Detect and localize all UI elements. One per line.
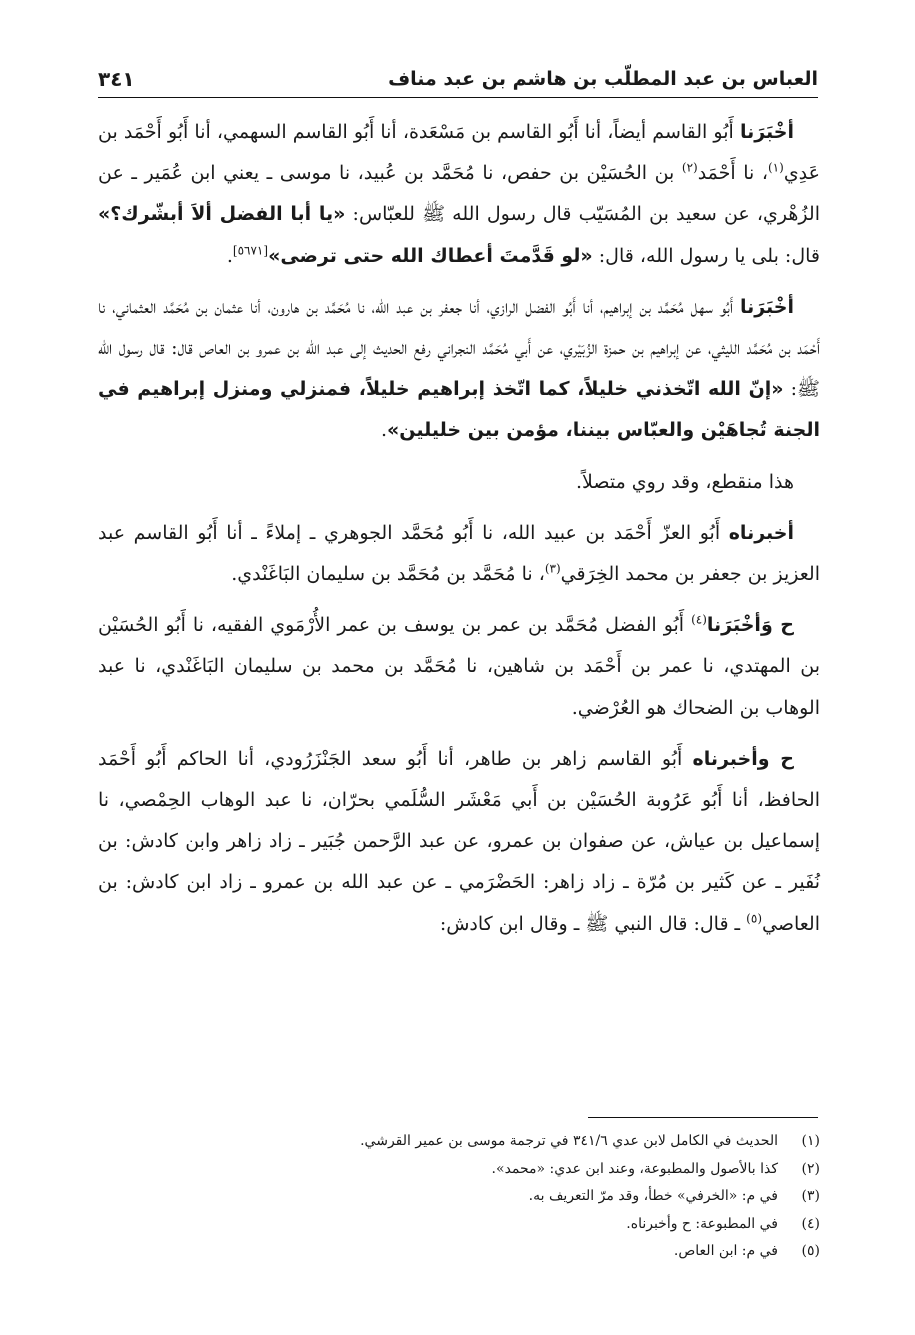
footnote-number: (٣)	[801, 1188, 820, 1204]
paragraph-1	[98, 112, 820, 277]
footnote-text: كذا بالأصول والمطبوعة، وعند ابن عدي: «محمد».	[491, 1160, 778, 1177]
paragraph-text: قال: بلى يا رسول الله، قال:	[592, 244, 820, 267]
footnote-text: الحديث في الكامل لابن عدي ٣٤١/٦ في ترجمة موسى بن عمير القرشي.	[360, 1133, 778, 1149]
paragraph-text: ـ قال: قال النبي ﷺ ـ وقال ابن كادش:	[439, 912, 747, 935]
footnote-item	[98, 1183, 820, 1211]
hadith-quote: «لو قَدَّمتَ أعطاك الله حتى ترضى»	[268, 244, 593, 267]
paragraph-text: أَبُو سهل مُحَمَّد بن إبراهيم، أنا أَبُو الفضل الرازي، أنا جعفر بن عبد الله، نا مُحَمَّد بن هارون، أنا عثمان بن مُحَمَّد العثماني، نا أَحْمَد بن مُحَمَّد الليثي، عن إبراهيم بن حمزة الزُبَيْري، عن أَبي مُحَمَّد النجراني رفع الحديث إلى عبد الله بن عمرو بن العاص قال: قال رسول الله ﷺ:	[98, 295, 820, 401]
footnote-item	[98, 1156, 820, 1184]
footnote-number: (٥)	[801, 1243, 820, 1259]
footnote-ref-1: (١)	[767, 160, 784, 175]
footnote-text: في المطبوعة: ح وأخبرناه.	[626, 1215, 778, 1232]
footnote-ref-2: (٢)	[681, 160, 698, 175]
paragraph-lead: ح وَأخْبَرَنا	[706, 614, 795, 637]
footnote-item	[98, 1211, 820, 1239]
footnotes	[98, 1128, 820, 1266]
footnote-number: (٤)	[801, 1215, 820, 1232]
hadith-quote: «إنّ الله اتّخذني خليلاً، كما اتّخذ إبراهيم خليلاً، فمنزلي ومنزل إبراهيم في الجنة تُجاهَيْن والعبّاس بيننا، مؤمن بين خليلين»	[98, 378, 820, 442]
hadith-number: [٥٦٧١]	[232, 243, 269, 258]
paragraph-lead: أخبرناه	[728, 521, 794, 544]
paragraph-text: .	[226, 244, 233, 267]
footnote-ref-5: (٥)	[746, 911, 762, 926]
header-rule	[98, 97, 818, 98]
paragraph-lead: أخْبَرَنا	[739, 121, 794, 143]
running-title: العباس بن عبد المطلّب بن هاشم بن عبد مناف	[388, 68, 818, 90]
paragraph-text: بن الحُسَيْن بن حفص، نا مُحَمَّد بن عُبيد، نا موسى ـ يعني ابن عُمَير ـ عن الزُهْري، عن سعيد بن المُسَيّب قال رسول الله ﷺ للعبّاس:	[98, 162, 820, 226]
paragraph-3	[98, 462, 820, 503]
hadith-quote: «يا أبا الفضل ألاَ أبشّرك؟»	[98, 203, 346, 226]
paragraph-lead: أخْبَرَنا	[739, 295, 794, 318]
paragraph-text: ، نا أَحْمَد	[697, 162, 768, 185]
footnote-number: (٢)	[801, 1160, 820, 1177]
paragraph-text: هذا منقطع، وقد روي متصلاً.	[576, 470, 794, 493]
paragraph-text: .	[380, 419, 388, 442]
paragraph-2	[98, 287, 820, 452]
footnote-item	[98, 1238, 820, 1266]
paragraph-6	[98, 739, 820, 945]
paragraph-text: أَبُو القاسم زاهر بن طاهر، أنا أَبُو سعد الجَنْزَرُودي، أنا الحاكم أَبُو أَحْمَد الحافظ، أنا أَبُو عَرُوبة الحُسَيْن بن أَبي مَعْشَر السُّلَمي بحرّان، نا عبد الوهاب الحِمْصي، نا إسماعيل بن عياش، عن صفوان بن عمرو، عن عبد الرَّحمن جُبَير ـ زاد زاهر وابن كادش: بن نُفَير ـ عن كَثير بن مُرّة ـ زاد زاهر: الحَضْرَمي ـ عن عبد الله بن عمرو ـ زاد ابن كادش: بن العاصي	[98, 747, 820, 935]
footnote-ref-4: (٤)	[691, 612, 707, 627]
footnote-number: (١)	[801, 1133, 820, 1149]
paragraph-5	[98, 605, 820, 729]
page-number: ٣٤١	[98, 67, 135, 91]
footnote-item	[98, 1128, 820, 1156]
paragraph-text: ، نا مُحَمَّد بن مُحَمَّد بن سليمان البَاغَنْدي.	[231, 563, 545, 586]
footnote-separator	[588, 1117, 818, 1118]
footnote-text: في م: «الخرفي» خطأ، وقد مرّ التعريف به.	[528, 1188, 778, 1204]
footnote-text: في م: ابن العاص.	[673, 1243, 778, 1259]
paragraph-text: أَبُو العزّ أَحْمَد بن عبيد الله، نا أَبُو مُحَمَّد الجوهري ـ إملاءً ـ أنا أَبُو القاسم عبد العزيز بن جعفر بن محمد الخِرَقي	[98, 521, 820, 586]
paragraph-lead: ح وأخبرناه	[692, 747, 794, 770]
main-text	[98, 112, 820, 955]
page-header	[98, 62, 818, 96]
paragraph-text: أَبُو القاسم أيضاً، أنا أَبُو القاسم بن مَسْعَدة، أنا أَبُو القاسم السهمي، أنا أَبُو أَحْمَد بن عَدِي	[98, 121, 820, 185]
paragraph-text: أَبُو الفضل مُحَمَّد بن عمر بن يوسف بن عمر الأُرْمَوي الفقيه، نا أَبُو الحُسَيْن بن المهتدي، نا عمر بن أَحْمَد بن شاهين، نا مُحَمَّد بن محمد بن سليمان البَاغَنْدي، نا عبد الوهاب بن الضحاك هو العُرْضي.	[98, 614, 820, 719]
paragraph-4	[98, 513, 820, 595]
footnote-ref-3: (٣)	[544, 561, 561, 576]
